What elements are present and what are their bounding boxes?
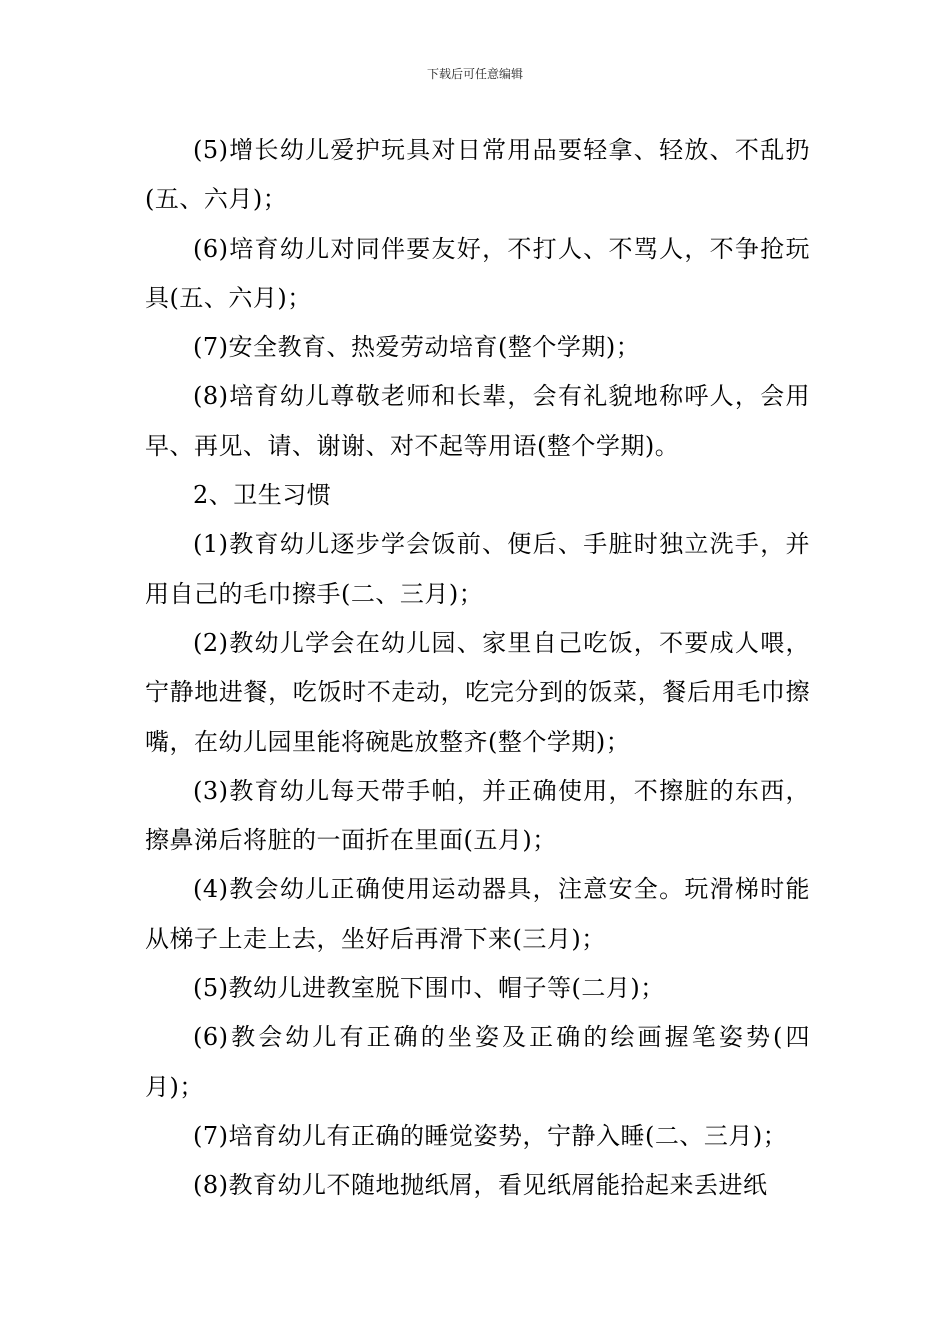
paragraph-item-8-manners: (8)培育幼儿尊敬老师和长辈，会有礼貌地称呼人，会用早、再见、请、谢谢、对不起等用语(整个学期)。 [145, 382, 810, 460]
paragraph-hygiene-8: (8)教育幼儿不随地抛纸屑，看见纸屑能拾起来丢进纸 [193, 1171, 768, 1200]
paragraph-hygiene-2: (2)教幼儿学会在幼儿园、家里自己吃饭，不要成人喂，宁静地进餐，吃饭时不走动，吃完分到的饭菜，餐后用毛巾擦嘴，在幼儿园里能将碗匙放整齐(整个学期)； [145, 628, 810, 756]
paragraph-item-7-safety: (7)安全教育、热爱劳动培育(整个学期)； [193, 333, 641, 362]
page-header: 下载后可任意编辑 [426, 67, 523, 81]
paragraph-hygiene-3: (3)教育幼儿每天带手帕，并正确使用，不擦脏的东西，擦鼻涕后将脏的一面折在里面(五月)； [145, 776, 810, 855]
document-body [145, 126, 810, 1211]
paragraph-hygiene-5: (5)教幼儿进教室脱下围巾、帽子等(二月)； [193, 974, 665, 1003]
paragraph-hygiene-7: (7)培育幼儿有正确的睡觉姿势，宁静入睡(二、三月)； [193, 1121, 788, 1150]
paragraph-item-5-toys: (5)增长幼儿爱护玩具对日常用品要轻拿、轻放、不乱扔(五、六月)； [145, 136, 810, 214]
paragraph-hygiene-1: (1)教育幼儿逐步学会饭前、便后、手脏时独立洗手，并用自己的毛巾擦手(二、三月)； [145, 530, 810, 608]
paragraph-hygiene-4: (4)教会幼儿正确使用运动器具，注意安全。玩滑梯时能从梯子上走上去，坐好后再滑下来(三月)； [145, 875, 810, 953]
paragraph-hygiene-6: (6)教会幼儿有正确的坐姿及正确的绘画握笔姿势(四月)； [145, 1023, 810, 1101]
section-heading-hygiene: 2、卫生习惯 [193, 481, 332, 510]
paragraph-item-6-peers: (6)培育幼儿对同伴要友好，不打人、不骂人，不争抢玩具(五、六月)； [145, 234, 810, 312]
